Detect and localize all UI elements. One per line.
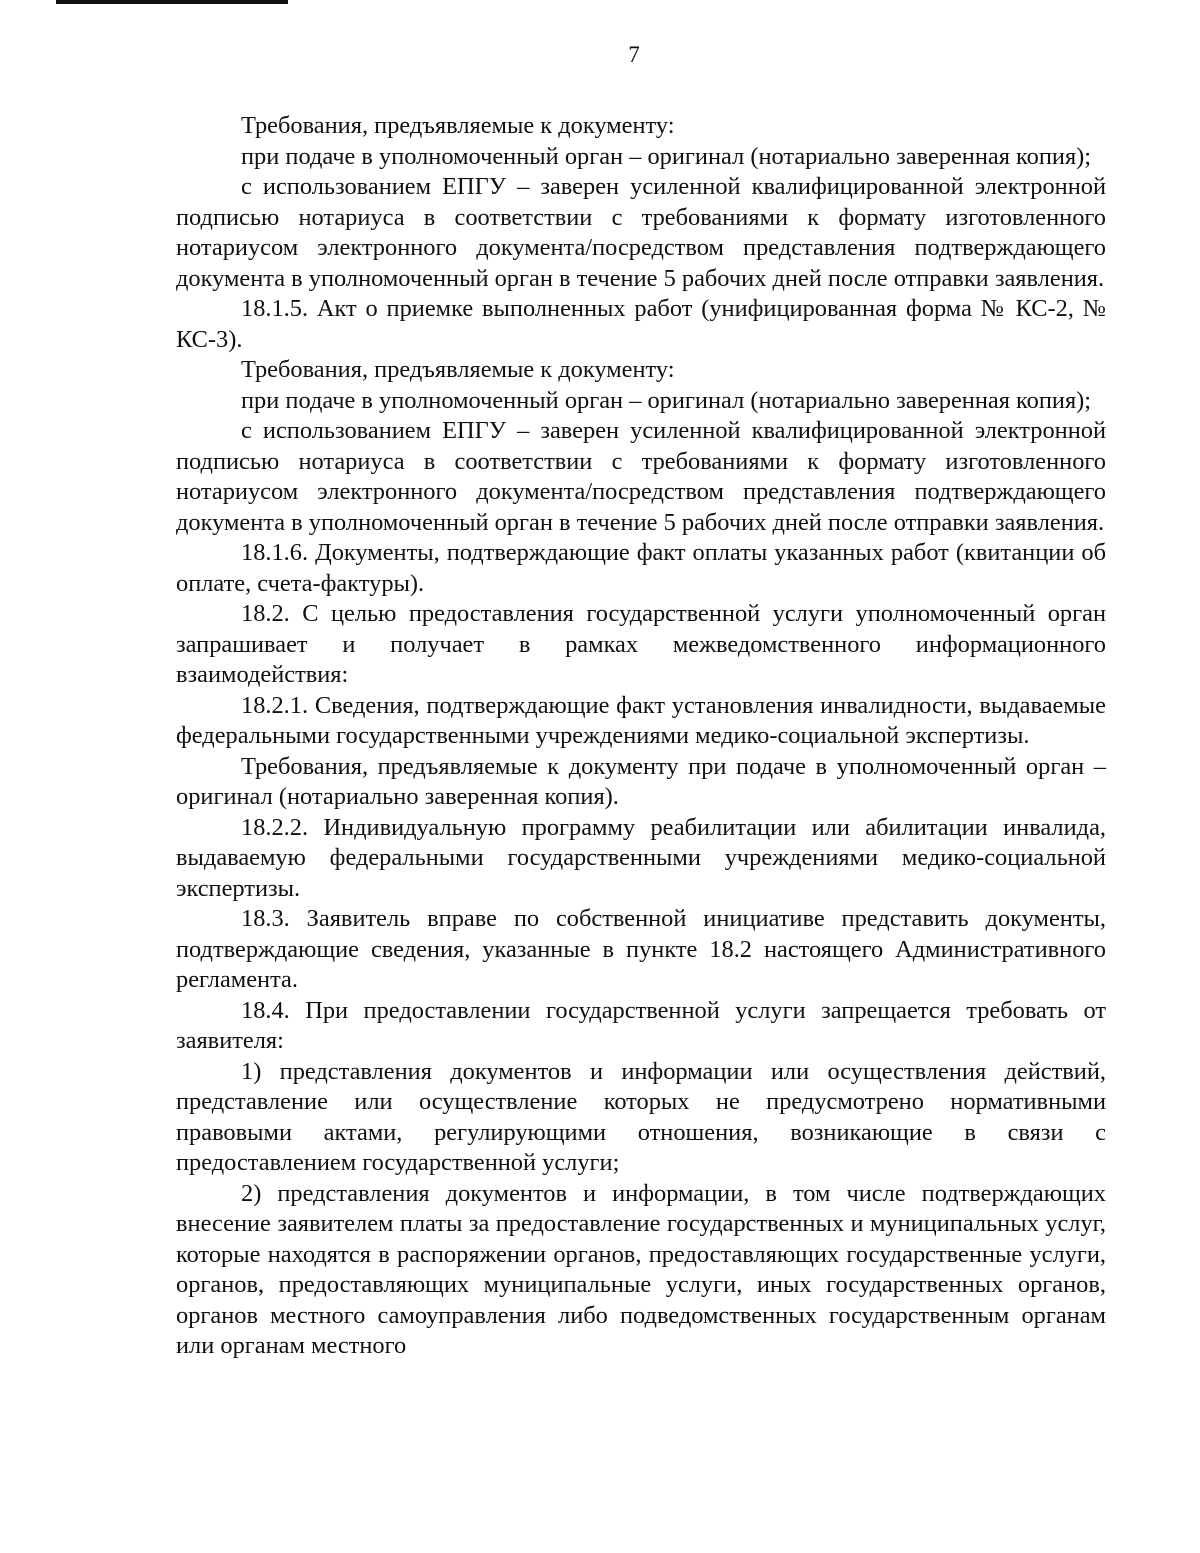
page-number: 7: [628, 42, 640, 67]
paragraph: 18.2.1. Сведения, подтверждающие факт установления инвалидности, выдаваемые федеральными государственными учреждениями медико-социальной экспертизы.: [176, 691, 1106, 749]
paragraph: 2) представления документов и информации, в том числе подтверждающих внесение заявителем платы за предоставление государственных и муниципальных услуг, которые находятся в распоряжении органов, предоставляющих государственные услуги, органов, предоставляющих муниципальные услуги, иных государственных органов, органов местного самоуправления либо подведомственных государственным органам или органам местного: [176, 1179, 1106, 1359]
paragraph: при подаче в уполномоченный орган – оригинал (нотариально заверенная копия);: [241, 142, 1092, 170]
paragraph: 18.1.6. Документы, подтверждающие факт оплаты указанных работ (квитанции об оплате, счета-фактуры).: [176, 539, 1106, 597]
paragraph: Требования, предъявляемые к документу:: [241, 356, 675, 383]
paragraph: 18.4. При предоставлении государственной услуги запрещается требовать от заявителя:: [176, 996, 1106, 1054]
paragraph: с использованием ЕПГУ – заверен усиленной квалифицированной электронной подписью нотариуса в соответствии с требованиями к формату изготовленного нотариусом электронного документа/посредством представления подтверждающего документа в уполномоченный орган в течение 5 рабочих дней после отправки заявления.: [176, 173, 1106, 292]
paragraph: 18.3. Заявитель вправе по собственной инициативе представить документы, подтверждающие сведения, указанные в пункте 18.2 настоящего Административного регламента.: [176, 905, 1106, 993]
paragraph: 18.1.5. Акт о приемке выполненных работ (унифицированная форма № КС-2, № КС-3).: [176, 295, 1106, 353]
paragraph: 18.2.2. Индивидуальную программу реабилитации или абилитации инвалида, выдаваемую федеральными государственными учреждениями медико-социальной экспертизы.: [176, 813, 1106, 902]
paragraph: 18.2. С целью предоставления государственной услуги уполномоченный орган запрашивает и получает в рамках межведомственного информационного взаимодействия:: [176, 600, 1106, 688]
paragraph: с использованием ЕПГУ – заверен усиленной квалифицированной электронной подписью нотариуса в соответствии с требованиями к формату изготовленного нотариусом электронного документа/посредством представления подтверждающего документа в уполномоченный орган в течение 5 рабочих дней после отправки заявления.: [176, 417, 1106, 536]
paragraph: 1) представления документов и информации или осуществления действий, представление или осуществление которых не предусмотрено нормативными правовыми актами, регулирующими отношения, возникающие в связи с предоставлением государственной услуги;: [176, 1057, 1106, 1176]
paragraph: Требования, предъявляемые к документу:: [241, 112, 675, 139]
document-body: [176, 111, 1106, 1362]
paragraph: Требования, предъявляемые к документу при подаче в уполномоченный орган – оригинал (нотариально заверенная копия).: [176, 752, 1106, 810]
top-edge-rule: [56, 0, 288, 4]
paragraph: при подаче в уполномоченный орган – оригинал (нотариально заверенная копия);: [241, 386, 1092, 414]
